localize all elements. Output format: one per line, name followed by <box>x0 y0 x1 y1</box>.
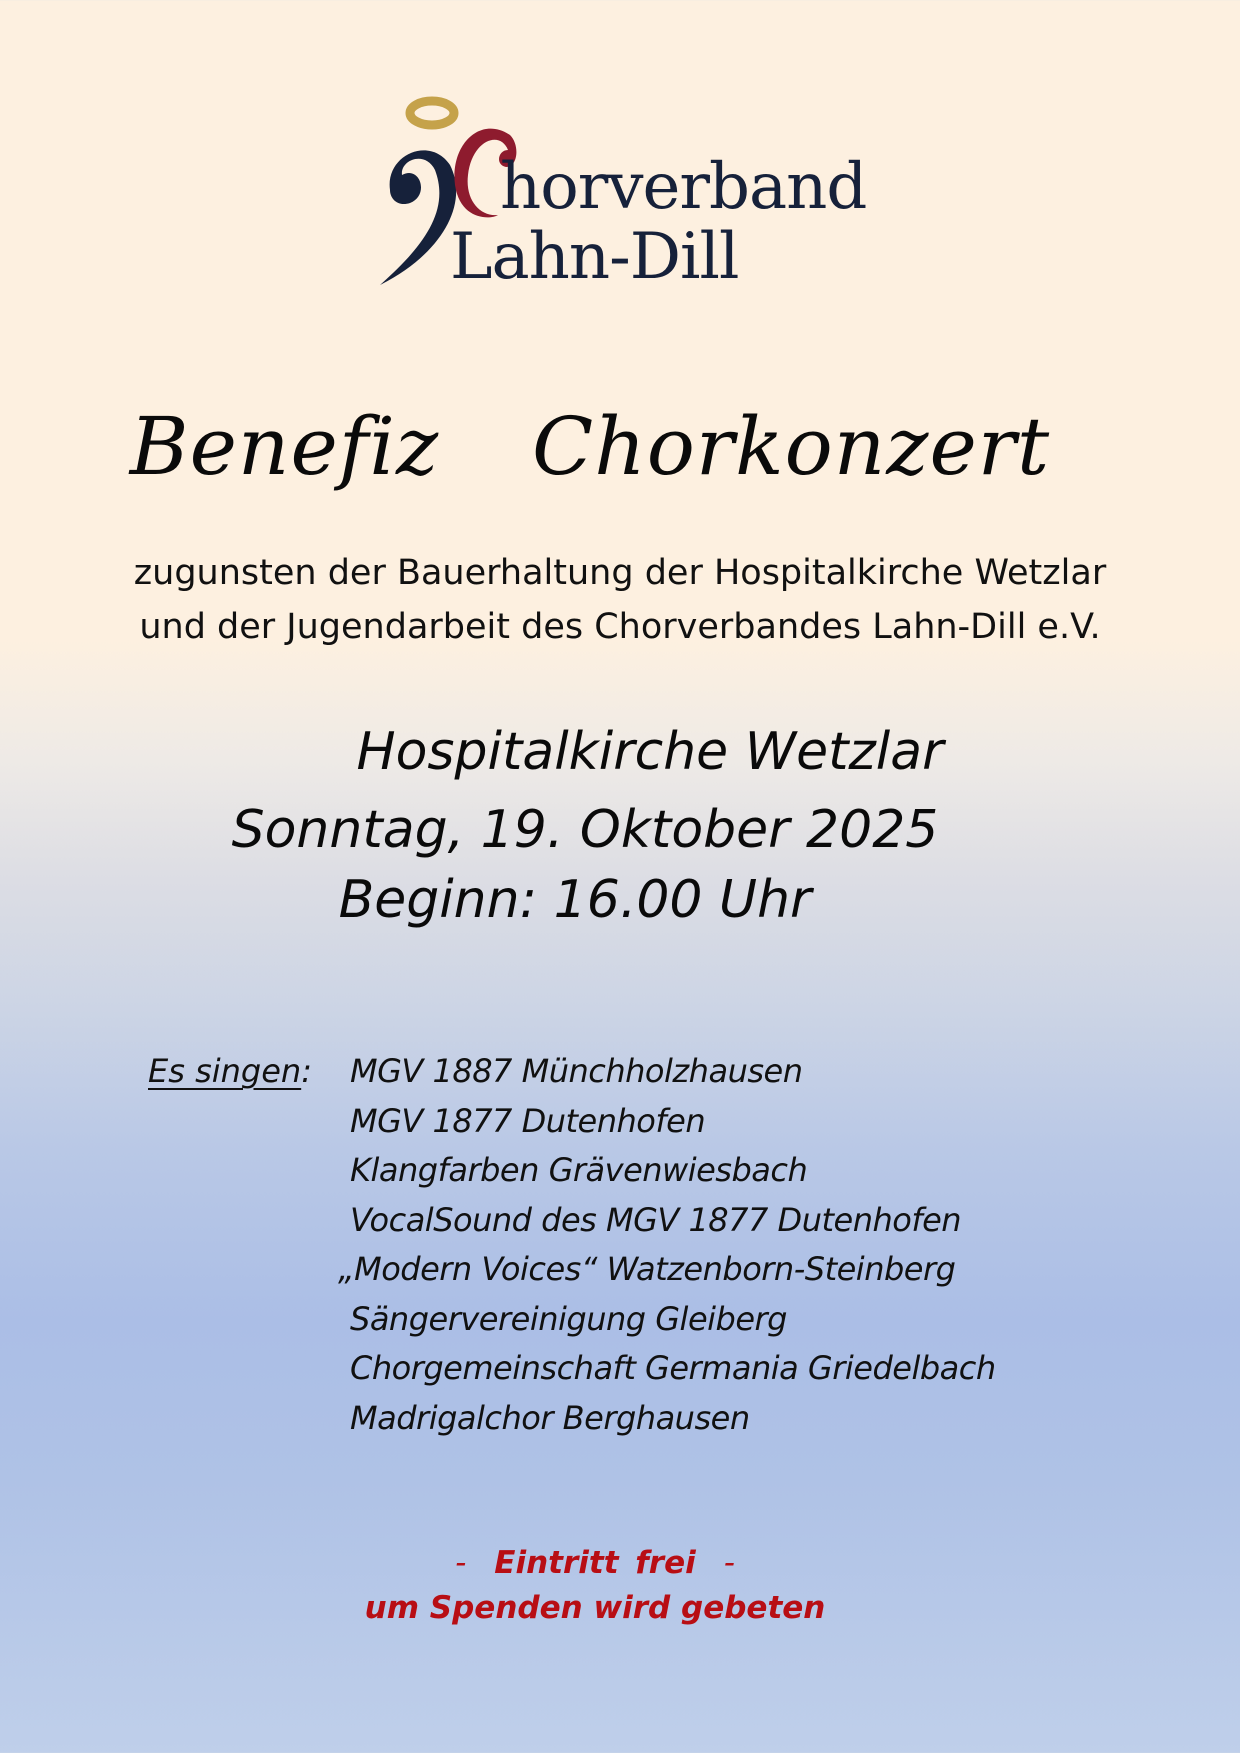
performers-label <box>148 1052 312 1090</box>
purpose-line-1: zugunsten der Bauerhaltung der Hospitalkirche Wetzlar <box>133 553 1107 593</box>
dash-right: - <box>723 1545 735 1581</box>
performer-item: Chorgemeinschaft Germania Griedelbach <box>350 1349 996 1387</box>
purpose-line-2: und der Jugendarbeit des Chorverbandes Lahn-Dill e.V. <box>139 607 1101 647</box>
chorverband-logo <box>380 95 867 295</box>
performer-item: Klangfarben Grävenwiesbach <box>350 1151 808 1189</box>
admission-free <box>0 1545 1190 1581</box>
dash-left: - <box>455 1545 467 1581</box>
event-start-time: Beginn: 16.00 Uhr <box>338 870 812 930</box>
venue-name: Hospitalkirche Wetzlar <box>356 722 944 782</box>
concert-title: Benefiz Chorkonzert <box>129 400 1051 493</box>
logo-text-line2: Lahn-Dill <box>450 220 739 294</box>
performers-label-colon: : <box>301 1052 312 1090</box>
performer-item: MGV 1877 Dutenhofen <box>350 1101 706 1140</box>
admission-free-text: Eintritt frei <box>494 1545 696 1581</box>
performer-item: „Modern Voices“ Watzenborn-Steinberg <box>338 1250 956 1288</box>
logo-text-line1: horverband <box>500 150 867 224</box>
performer-item: VocalSound des MGV 1877 Dutenhofen <box>350 1200 962 1239</box>
donation-request: um Spenden wird gebeten <box>364 1590 826 1626</box>
performers-label-text: Es singen <box>148 1052 302 1090</box>
performer-item: Sängervereinigung Gleiberg <box>350 1299 787 1338</box>
event-date: Sonntag, 19. Oktober 2025 <box>231 800 939 860</box>
performer-item: Madrigalchor Berghausen <box>350 1398 750 1437</box>
performers-list <box>338 1047 996 1443</box>
performer-item: MGV 1887 Münchholzhausen <box>350 1052 803 1090</box>
